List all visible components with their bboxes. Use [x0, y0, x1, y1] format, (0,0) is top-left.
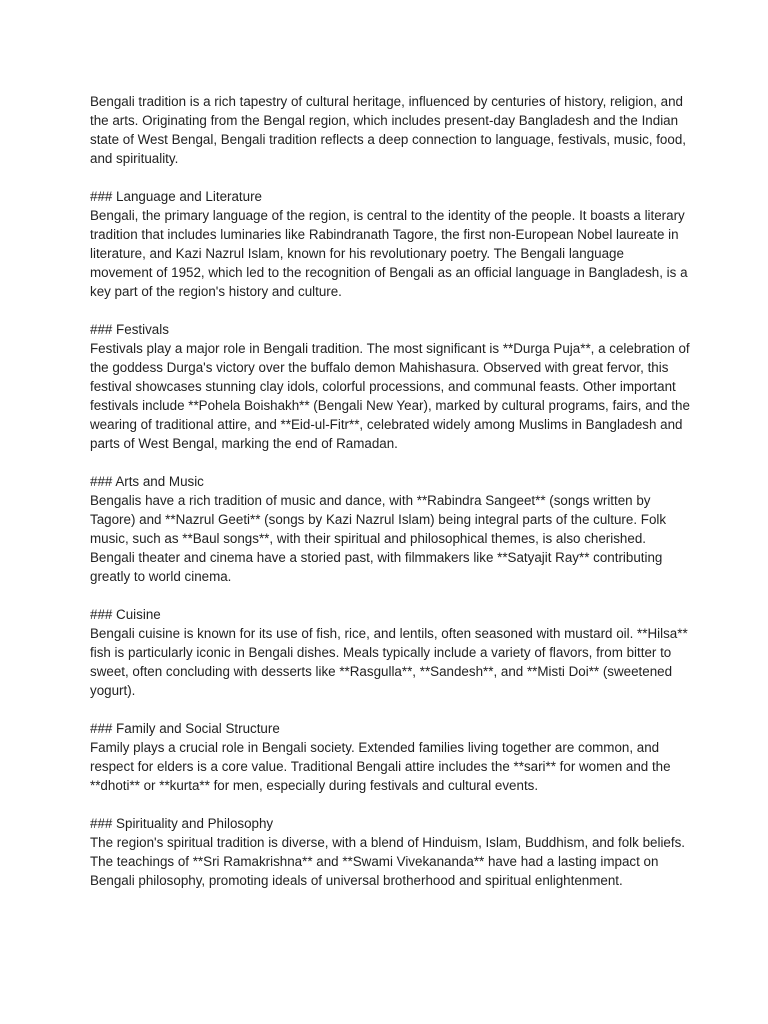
section-language-literature: [90, 187, 690, 301]
section-heading: ### Spirituality and Philosophy: [90, 816, 274, 831]
section-body: The region's spiritual tradition is diverse, with a blend of Hinduism, Islam, Buddhism, and folk beliefs. The teachings of **Sri Ramakrishna** and **Swami Vivekananda** have had a lasting impact on Bengali philosophy, promoting ideals of universal brotherhood and spiritual enlightenment.: [90, 835, 686, 888]
section-body: Bengali, the primary language of the region, is central to the identity of the people. It boasts a literary tradition that includes luminaries like Rabindranath Tagore, the first non-European Nobel laureate in literature, and Kazi Nazrul Islam, known for his revolutionary poetry. The Bengali language movement of 1952, which led to the recognition of Bengali as an official language in Bangladesh, is a key part of the region's history and culture.: [90, 208, 688, 299]
section-festivals: [90, 320, 690, 453]
section-heading: ### Cuisine: [90, 607, 161, 622]
section-arts-music: [90, 472, 690, 586]
intro-block: [90, 92, 690, 168]
document-page: [90, 92, 690, 909]
section-spirituality-philosophy: [90, 814, 690, 890]
section-body: Festivals play a major role in Bengali tradition. The most significant is **Durga Puja**, a celebration of the goddess Durga's victory over the buffalo demon Mahishasura. Observed with great fervor, this festival showcases stunning clay idols, colorful processions, and communal feasts. Other important festivals include **Pohela Boishakh** (Bengali New Year), marked by cultural programs, fairs, and the wearing of traditional attire, and **Eid-ul-Fitr**, celebrated widely among Muslims in Bangladesh and parts of West Bengal, marking the end of Ramadan.: [90, 341, 690, 451]
section-heading: ### Family and Social Structure: [90, 721, 280, 736]
section-cuisine: [90, 605, 690, 700]
section-body: Bengalis have a rich tradition of music and dance, with **Rabindra Sangeet** (songs written by Tagore) and **Nazrul Geeti** (songs by Kazi Nazrul Islam) being integral parts of the culture. Folk music, such as **Baul songs**, with their spiritual and philosophical themes, is also cherished. Bengali theater and cinema have a storied past, with filmmakers like **Satyajit Ray** contributing greatly to world cinema.: [90, 493, 667, 584]
section-heading: ### Arts and Music: [90, 474, 204, 489]
intro-paragraph: Bengali tradition is a rich tapestry of cultural heritage, influenced by centuries of history, religion, and the arts. Originating from the Bengal region, which includes present-day Bangladesh and the Indian state of West Bengal, Bengali tradition reflects a deep connection to language, festivals, music, food, and spirituality.: [90, 94, 686, 166]
section-body: Bengali cuisine is known for its use of fish, rice, and lentils, often seasoned with mustard oil. **Hilsa** fish is particularly iconic in Bengali dishes. Meals typically include a variety of flavors, from bitter to sweet, often concluding with desserts like **Rasgulla**, **Sandesh**, and **Misti Doi** (sweetened yogurt).: [90, 626, 688, 698]
section-heading: ### Festivals: [90, 322, 169, 337]
section-body: Family plays a crucial role in Bengali society. Extended families living together are common, and respect for elders is a core value. Traditional Bengali attire includes the **sari** for women and the **dhoti** or **kurta** for men, especially during festivals and cultural events.: [90, 740, 671, 793]
section-heading: ### Language and Literature: [90, 189, 262, 204]
section-family-social: [90, 719, 690, 795]
